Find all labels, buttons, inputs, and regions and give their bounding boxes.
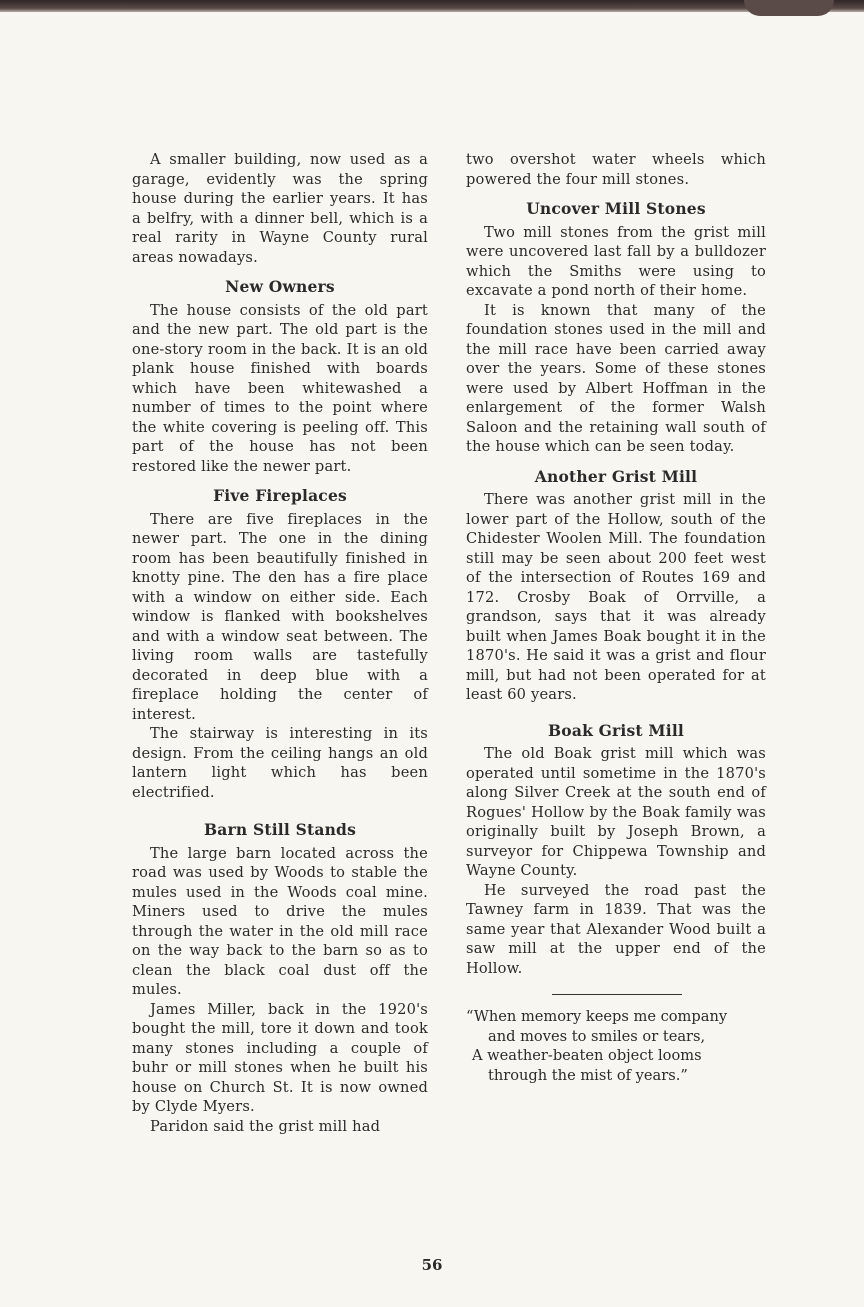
- page-number: 56: [421, 1256, 443, 1274]
- heading-new-owners: New Owners: [225, 277, 335, 296]
- poem-line: “When memory keeps me company: [466, 1008, 728, 1025]
- heading-uncover-mill-stones: Uncover Mill Stones: [526, 199, 706, 218]
- barn-paragraph-3: Paridon said the grist mill had: [150, 1117, 381, 1135]
- heading-five-fireplaces: Five Fireplaces: [213, 486, 347, 505]
- another-paragraph: There was another grist mill in the lower part of the Hollow, south of the Chidester Woolen Mill. The foundation still may be seen about 200 feet west of the intersection of Routes 169 and 172. Crosby Boak of Orrville, a grandson, says that it was already built when James Boak bought it in the 1870's. He said it was a grist and flour mill, but had not been operated for at least 60 years.: [466, 491, 766, 703]
- continuation-paragraph: two overshot water wheels which powered the four mill stones.: [466, 151, 766, 188]
- uncover-paragraph-2: It is known that many of the foundation stones used in the mill and the mill race have been carried away over the years. Some of these stones were used by Albert Hoffman in the enlargement of the former Walsh Saloon and the retaining wall south of the house which can be seen today.: [466, 301, 766, 455]
- uncover-paragraph-1: Two mill stones from the grist mill were uncovered last fall by a bulldozer which the Smiths were using to excavate a pond north of their home.: [466, 223, 766, 299]
- fireplaces-paragraph-2: The stairway is interesting in its design. From the ceiling hangs an old lantern light which has been electrified.: [132, 725, 428, 801]
- left-column: [132, 150, 428, 1136]
- poem-line: through the mist of years.”: [488, 1066, 688, 1084]
- right-column: [466, 150, 766, 1085]
- fireplaces-paragraph-1: There are five fireplaces in the newer part. The one in the dining room has been beautifully finished in knotty pine. The den has a fire place with a window on either side. Each window is flanked with bookshelves and with a window seat between. The living room walls are tastefully decorated in deep blue with a fireplace holding the center of interest.: [132, 510, 428, 723]
- new-owners-paragraph: The house consists of the old part and the new part. The old part is the one-story room in the back. It is an old plank house finished with boards which have been whitewashed a number of times to the point where the white covering is peeling off. This part of the house has not been restored like the newer part.: [132, 301, 428, 475]
- heading-barn-still-stands: Barn Still Stands: [203, 820, 357, 839]
- poem-line: A weather-beaten object looms: [472, 1047, 702, 1064]
- heading-boak-grist-mill: Boak Grist Mill: [547, 720, 684, 740]
- poem-line: and moves to smiles or tears,: [488, 1027, 706, 1045]
- barn-paragraph-1: The large barn located across the road was used by Woods to stable the mules used in the Woods coal mine. Miners used to drive the mules through the water in the old mill race on the way back to the barn so as to clean the black coal dust off the mules.: [132, 844, 428, 998]
- intro-paragraph: A smaller building, now used as a garage, evidently was the spring house during the earlier years. It has a belfry, with a dinner bell, which is a real rarity in Wayne County rural areas nowadays.: [132, 151, 428, 266]
- boak-paragraph-2: He surveyed the road past the Tawney farm in 1839. That was the same year that Alexander Wood built a saw mill at the upper end of the Hollow.: [466, 881, 766, 977]
- page-top-edge: [0, 0, 864, 12]
- barn-paragraph-2: James Miller, back in the 1920's bought the mill, tore it down and took many stones including a couple of buhr or mill stones when he built his house on Church St. It is now owned by Clyde Myers.: [132, 1000, 428, 1115]
- divider-rule: [552, 994, 682, 995]
- heading-another-grist-mill: Another Grist Mill: [534, 466, 698, 486]
- boak-paragraph-1: The old Boak grist mill which was operated until sometime in the 1870's along Silver Creek at the south end of Rogues' Hollow by the Boak family was originally built by Joseph Brown, a surveyor for Chippewa Township and Wayne County.: [466, 745, 766, 879]
- poem-quote: [466, 1007, 766, 1085]
